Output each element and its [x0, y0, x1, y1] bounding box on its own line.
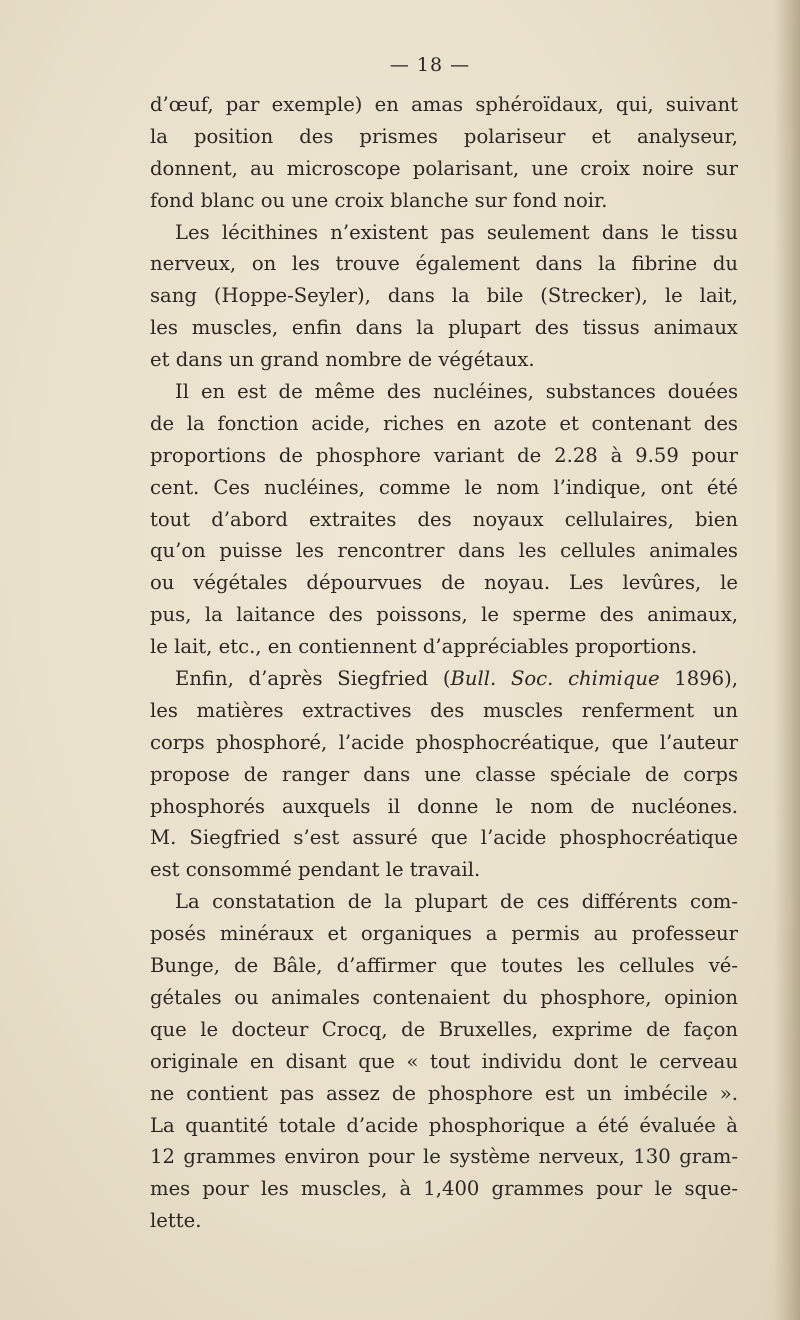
text-line: La constatation de la plupart de ces différents com- — [175, 890, 738, 914]
text-line: ou végétales dépourvues de noyau. Les levûres, le — [150, 571, 738, 595]
text-line: 12 grammes environ pour le système nerveux, 130 gram- — [150, 1145, 738, 1169]
text-line: et dans un grand nombre de végétaux. — [150, 348, 535, 372]
text-line: nerveux, on les trouve également dans la fibrine du — [150, 252, 738, 276]
paragraph — [150, 663, 738, 886]
text-line: phosphorés auxquels il donne le nom de nucléones. — [150, 794, 738, 818]
text-line: les matières extractives des muscles renferment un — [150, 698, 738, 722]
text-line: tout d’abord extraites des noyaux cellulaires, bien — [150, 507, 738, 531]
citation-italic: Bull. Soc. chimique — [450, 667, 660, 691]
text-fragment: Enfin, d’après Siegfried ( — [175, 667, 451, 691]
page-edge-shadow — [774, 0, 800, 1320]
text-line: Il en est de même des nucléines, substances douées — [175, 380, 738, 404]
text-line: est consommé pendant le travail. — [150, 858, 481, 882]
text-line: de la fonction acide, riches en azote et contenant des — [150, 411, 738, 435]
text-line: La quantité totale d’acide phosphorique a été évaluée à — [150, 1113, 738, 1137]
page-number: — 18 — — [389, 54, 471, 76]
text-line: gétales ou animales contenaient du phosphore, opinion — [150, 985, 738, 1009]
text-line: posés minéraux et organiques a permis au professeur — [150, 922, 738, 946]
text-line: qu’on puisse les rencontrer dans les cellules animales — [150, 539, 738, 563]
text-line: proportions de phosphore variant de 2.28 à 9.59 pour — [150, 443, 738, 467]
text-line: corps phosphoré, l’acide phosphocréatique, que l’auteur — [150, 730, 738, 754]
text-line: lette. — [150, 1209, 202, 1233]
text-line: que le docteur Crocq, de Bruxelles, exprime de façon — [150, 1017, 738, 1041]
text-line: propose de ranger dans une classe spéciale de corps — [150, 762, 738, 786]
body-text — [150, 89, 738, 1237]
text-line: donnent, au microscope polarisant, une croix noire sur — [150, 156, 738, 180]
text-line: originale en disant que « tout individu dont le cerveau — [150, 1049, 738, 1073]
text-line: les muscles, enfin dans la plupart des tissus animaux — [150, 316, 738, 340]
text-line: cent. Ces nucléines, comme le nom l’indique, ont été — [150, 475, 738, 499]
text-line: fond blanc ou une croix blanche sur fond noir. — [150, 188, 608, 212]
text-line: mes pour les muscles, à 1,400 grammes pour le sque- — [150, 1177, 738, 1201]
text-line: la position des prismes polariseur et analyseur, — [150, 124, 738, 148]
text-line: ne contient pas assez de phosphore est un imbécile ». — [150, 1081, 738, 1105]
text-line: pus, la laitance des poissons, le sperme des animaux, — [150, 603, 738, 627]
text-line — [150, 663, 738, 695]
paragraph — [150, 217, 738, 376]
text-line: d’œuf, par exemple) en amas sphéroïdaux, qui, suivant — [150, 93, 738, 116]
text-fragment: 1896), — [659, 667, 739, 691]
text-line: Les lécithines n’existent pas seulement dans le tissu — [175, 220, 738, 244]
text-line: sang (Hoppe-Seyler), dans la bile (Strecker), le lait, — [150, 284, 738, 308]
paragraph — [150, 376, 738, 663]
paragraph — [150, 886, 738, 1237]
paragraph — [150, 89, 738, 217]
text-line: M. Siegfried s’est assuré que l’acide phosphocréatique — [150, 826, 738, 850]
text-line: Bunge, de Bâle, d’affirmer que toutes les cellules vé- — [150, 954, 738, 978]
text-line: le lait, etc., en contiennent d’appréciables proportions. — [150, 635, 698, 659]
